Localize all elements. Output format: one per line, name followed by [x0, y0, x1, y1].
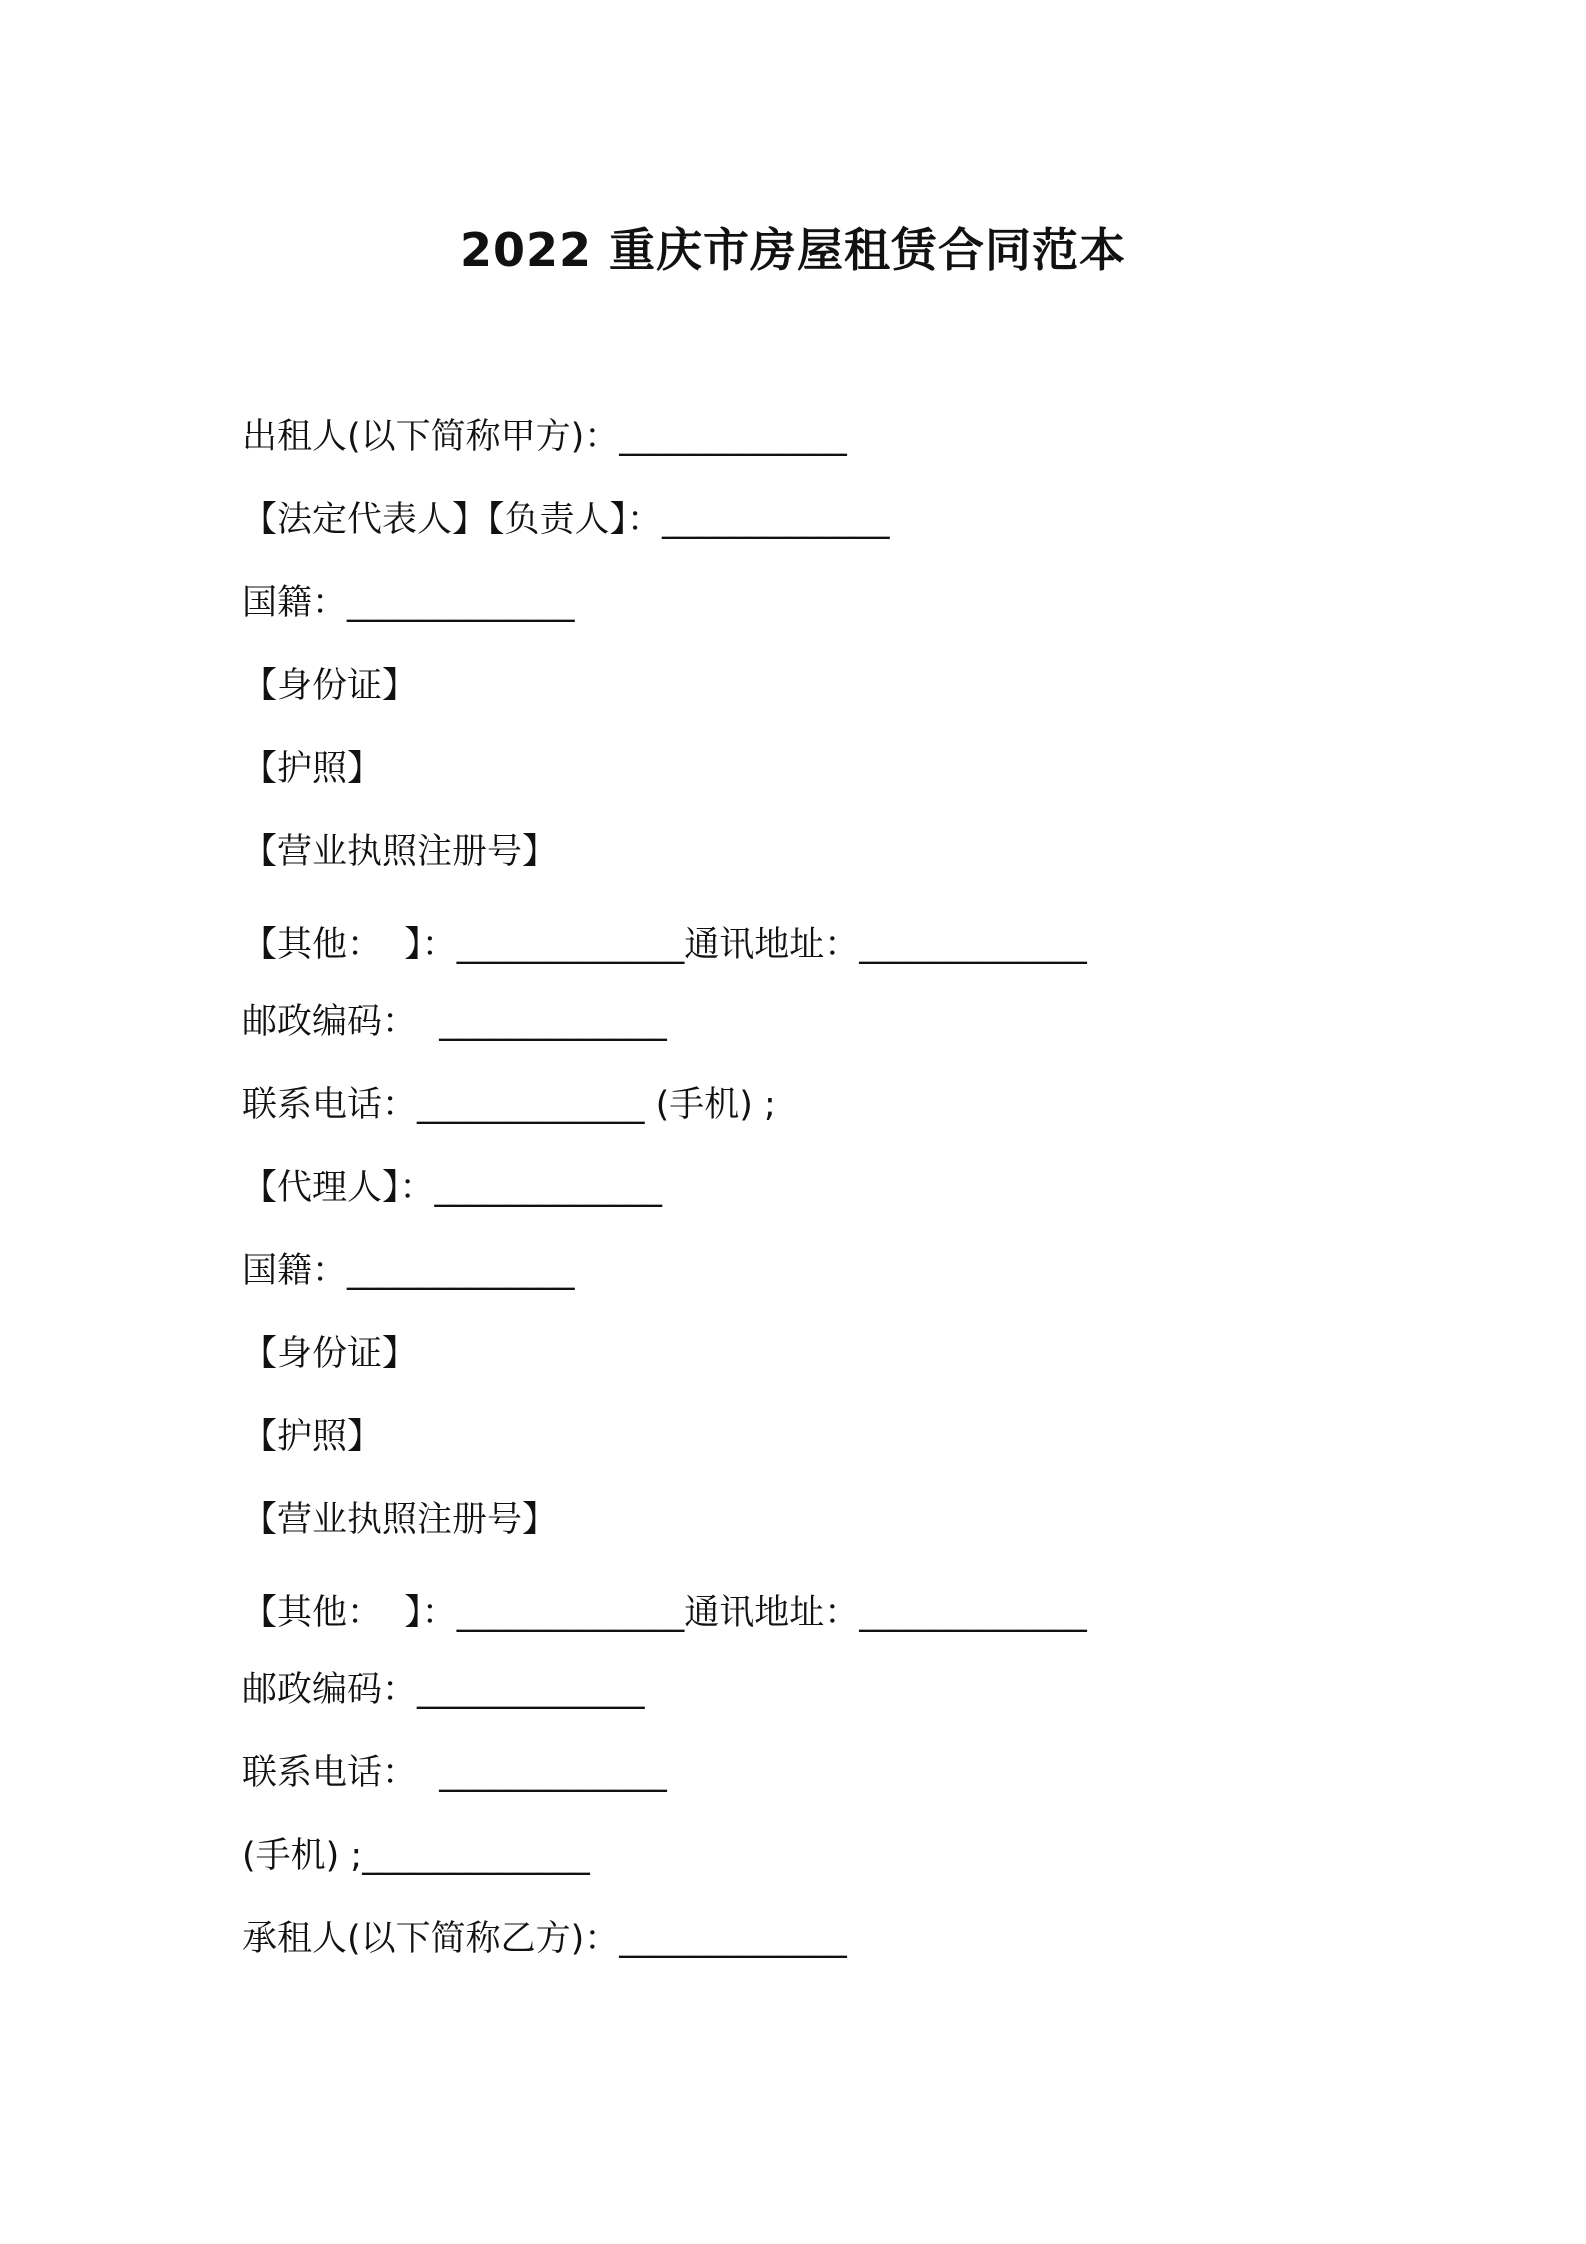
postal-code-line: 邮政编码： _____________ [242, 1002, 667, 1042]
agent-other-address-line: 【其他： 】：_____________通讯地址：_____________ [242, 1593, 1087, 1633]
phone-line: 联系电话：_____________ (手机) ; [242, 1085, 776, 1125]
agent-business-license-line: 【营业执照注册号】 [242, 1500, 558, 1540]
other-address-line: 【其他： 】：_____________通讯地址：_____________ [242, 925, 1087, 965]
lessee-line: 承租人(以下简称乙方)：_____________ [242, 1919, 847, 1959]
nationality-line: 国籍：_____________ [242, 583, 575, 623]
agent-phone-line: 联系电话： _____________ [242, 1753, 667, 1793]
agent-line: 【代理人】：_____________ [242, 1168, 663, 1208]
agent-passport-line: 【护照】 [242, 1417, 383, 1457]
agent-postal-code-line: 邮政编码：_____________ [242, 1670, 645, 1710]
agent-nationality-line: 国籍：_____________ [242, 1251, 575, 1291]
document-title: 2022 重庆市房屋租赁合同范本 [459, 223, 1127, 277]
passport-line: 【护照】 [242, 749, 383, 789]
agent-id-card-line: 【身份证】 [242, 1334, 418, 1374]
legal-representative-line: 【法定代表人】【负责人】：_____________ [242, 500, 890, 540]
lessor-line: 出租人(以下简称甲方)：_____________ [242, 417, 847, 457]
business-license-line: 【营业执照注册号】 [242, 832, 558, 872]
agent-mobile-line: (手机) ;_____________ [242, 1836, 590, 1876]
id-card-line: 【身份证】 [242, 666, 418, 706]
